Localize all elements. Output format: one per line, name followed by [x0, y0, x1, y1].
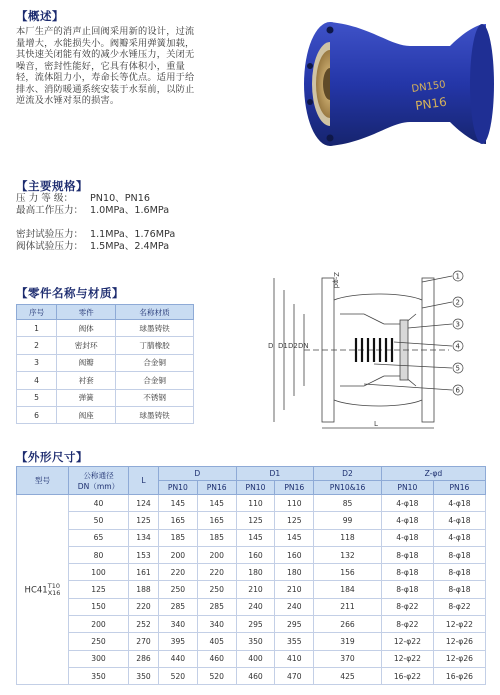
dims-cell: 250 — [69, 633, 129, 650]
dims-header-model: 型号 — [17, 467, 69, 495]
dims-cell: 134 — [129, 529, 159, 546]
callout-1: 1 — [455, 272, 460, 281]
dims-cell: 220 — [159, 564, 198, 581]
dims-cell: 520 — [159, 667, 198, 684]
parts-cell: 弹簧 — [57, 389, 116, 406]
dims-row — [17, 616, 486, 633]
callout-5: 5 — [455, 364, 460, 373]
dims-cell: 460 — [197, 650, 236, 667]
dims-row — [17, 546, 486, 563]
dims-cell: 12-φ22 — [433, 616, 485, 633]
dims-header-D: D — [159, 467, 237, 481]
dims-cell: 125 — [275, 512, 314, 529]
parts-cell: 阀瓣 — [57, 354, 116, 371]
parts-row — [17, 320, 194, 337]
dims-cell: 185 — [159, 529, 198, 546]
dims-cell: 12-φ22 — [381, 650, 433, 667]
parts-cell: 阀体 — [57, 320, 116, 337]
specs-title: 【主要规格】 — [16, 179, 88, 193]
valve-photo — [300, 6, 496, 158]
dims-cell: 4-φ18 — [433, 529, 485, 546]
dims-cell: 350 — [236, 633, 275, 650]
dims-cell: 400 — [236, 650, 275, 667]
dims-cell: 110 — [236, 495, 275, 512]
dims-cell: 520 — [197, 667, 236, 684]
dims-row — [17, 495, 486, 512]
parts-row — [17, 354, 194, 371]
dims-cell: 12-φ22 — [381, 633, 433, 650]
spec-row: 密封试验压力： 1.1MPa、1.76MPa — [16, 229, 176, 240]
specs-block — [16, 193, 175, 253]
dims-cell: 340 — [197, 616, 236, 633]
dims-cell: 300 — [69, 650, 129, 667]
dims-table — [16, 466, 486, 685]
dims-cell: 200 — [159, 546, 198, 563]
dims-cell: 4-φ18 — [381, 495, 433, 512]
parts-cell: 4 — [17, 372, 57, 389]
dims-cell: 8-φ22 — [433, 598, 485, 615]
parts-cell: 不锈钢 — [116, 389, 194, 406]
dims-cell: 8-φ18 — [381, 564, 433, 581]
dims-cell: 156 — [314, 564, 382, 581]
dims-cell: 165 — [159, 512, 198, 529]
dims-header-L: L — [129, 467, 159, 495]
parts-cell: 球墨铸铁 — [116, 406, 194, 423]
dims-cell: 425 — [314, 667, 382, 684]
valve-plate-line1: DN150 — [410, 79, 447, 95]
dims-cell: 153 — [129, 546, 159, 563]
dims-cell: 145 — [236, 529, 275, 546]
parts-cell: 5 — [17, 389, 57, 406]
dims-cell: 286 — [129, 650, 159, 667]
parts-row — [17, 389, 194, 406]
dims-cell: 8-φ18 — [433, 546, 485, 563]
parts-cell: 1 — [17, 320, 57, 337]
dims-cell: 184 — [314, 581, 382, 598]
dims-row — [17, 581, 486, 598]
dims-cell: 145 — [197, 495, 236, 512]
dims-cell: 180 — [236, 564, 275, 581]
dims-cell: 160 — [275, 546, 314, 563]
dim-label-D: D — [268, 342, 274, 350]
dims-sub-pn10: PN10 — [159, 481, 198, 495]
parts-table — [16, 304, 194, 424]
parts-row — [17, 406, 194, 423]
dims-cell: 250 — [197, 581, 236, 598]
dims-cell: 285 — [159, 598, 198, 615]
dims-cell: 340 — [159, 616, 198, 633]
dims-cell: 161 — [129, 564, 159, 581]
dim-label-D1: D1 — [278, 342, 288, 350]
dims-cell: 50 — [69, 512, 129, 529]
dims-cell: 8-φ18 — [381, 546, 433, 563]
dims-row — [17, 564, 486, 581]
dims-cell: 188 — [129, 581, 159, 598]
dim-label-D2: D2 — [288, 342, 298, 350]
dims-cell: 145 — [275, 529, 314, 546]
dims-cell: 4-φ18 — [433, 512, 485, 529]
dims-cell: 350 — [129, 667, 159, 684]
dims-sub-pn10: PN10 — [381, 481, 433, 495]
parts-cell: 球墨铸铁 — [116, 320, 194, 337]
parts-header-part: 零件 — [57, 305, 116, 320]
dims-cell: 295 — [236, 616, 275, 633]
parts-cell: 3 — [17, 354, 57, 371]
dims-cell: 240 — [236, 598, 275, 615]
dims-row — [17, 650, 486, 667]
dims-cell: 295 — [275, 616, 314, 633]
dims-cell: 319 — [314, 633, 382, 650]
dims-cell: 240 — [275, 598, 314, 615]
dims-cell: 8-φ22 — [381, 598, 433, 615]
dims-cell: 99 — [314, 512, 382, 529]
parts-cell: 6 — [17, 406, 57, 423]
parts-cell: 合金铜 — [116, 354, 194, 371]
spec-row: 阀体试验压力： 1.5MPa、2.4MPa — [16, 241, 170, 252]
dims-cell: 440 — [159, 650, 198, 667]
parts-cell: 丁腈橡胶 — [116, 337, 194, 354]
parts-header-material: 名称材质 — [116, 305, 194, 320]
dims-cell: 80 — [69, 546, 129, 563]
dims-cell: 470 — [275, 667, 314, 684]
spec-row: 压 力 等 级： PN10、PN16 — [16, 193, 150, 204]
parts-title: 【零件名称与材质】 — [16, 286, 124, 300]
dim-label-L: L — [374, 420, 378, 428]
dims-cell: 12-φ26 — [433, 650, 485, 667]
dims-cell: 65 — [69, 529, 129, 546]
dims-cell: 85 — [314, 495, 382, 512]
section-drawing — [244, 268, 480, 432]
parts-cell: 衬套 — [57, 372, 116, 389]
dims-cell: 285 — [197, 598, 236, 615]
dims-cell: 12-φ26 — [433, 633, 485, 650]
dims-cell: 132 — [314, 546, 382, 563]
dims-cell: 8-φ22 — [381, 616, 433, 633]
dims-cell: 4-φ18 — [433, 495, 485, 512]
dims-sub-pn10: PN10 — [236, 481, 275, 495]
dim-label-Zd: Z-φd — [332, 272, 340, 289]
parts-cell: 2 — [17, 337, 57, 354]
dims-cell: 270 — [129, 633, 159, 650]
dims-cell: 118 — [314, 529, 382, 546]
dims-cell: 180 — [275, 564, 314, 581]
dims-cell: 4-φ18 — [381, 512, 433, 529]
dims-cell: 355 — [275, 633, 314, 650]
dims-cell: 410 — [275, 650, 314, 667]
dims-cell: 125 — [129, 512, 159, 529]
dims-cell: 40 — [69, 495, 129, 512]
dims-cell: 211 — [314, 598, 382, 615]
callout-2: 2 — [455, 298, 460, 307]
dims-cell: 395 — [159, 633, 198, 650]
dims-cell: 252 — [129, 616, 159, 633]
dims-row — [17, 667, 486, 684]
dims-cell: 150 — [69, 598, 129, 615]
dims-cell: 125 — [69, 581, 129, 598]
dims-cell: 160 — [236, 546, 275, 563]
dims-cell: 370 — [314, 650, 382, 667]
parts-header-no: 序号 — [17, 305, 57, 320]
dims-cell: 165 — [197, 512, 236, 529]
dims-header-D2: D2 — [314, 467, 382, 481]
dims-cell: 460 — [236, 667, 275, 684]
dims-title: 【外形尺寸】 — [16, 450, 88, 464]
dims-cell: 8-φ18 — [433, 581, 485, 598]
dims-cell: 110 — [275, 495, 314, 512]
dims-cell: 185 — [197, 529, 236, 546]
dims-cell: 125 — [236, 512, 275, 529]
valve-plate-line2: PN16 — [414, 94, 448, 113]
dim-label-DN: DN — [298, 342, 309, 350]
dims-cell: 266 — [314, 616, 382, 633]
callout-4: 4 — [455, 342, 460, 351]
dims-sub-pn16: PN16 — [433, 481, 485, 495]
dims-sub-pn16: PN16 — [197, 481, 236, 495]
dims-header-dn: 公称通径 DN（mm） — [69, 467, 129, 495]
dims-sub-pn16: PN16 — [275, 481, 314, 495]
dims-cell: 100 — [69, 564, 129, 581]
dims-cell: 145 — [159, 495, 198, 512]
dims-row — [17, 529, 486, 546]
dims-header-D1: D1 — [236, 467, 314, 481]
dims-cell: 405 — [197, 633, 236, 650]
dims-cell: 16-φ22 — [381, 667, 433, 684]
dims-cell: 210 — [275, 581, 314, 598]
dims-cell: 4-φ18 — [381, 529, 433, 546]
parts-cell: 密封环 — [57, 337, 116, 354]
parts-row — [17, 372, 194, 389]
dims-row — [17, 633, 486, 650]
dims-cell: 16-φ26 — [433, 667, 485, 684]
dims-cell: 250 — [159, 581, 198, 598]
dims-cell: 200 — [69, 616, 129, 633]
dims-row — [17, 598, 486, 615]
parts-cell: 合金铜 — [116, 372, 194, 389]
dims-cell: 350 — [69, 667, 129, 684]
model-cell: HC41T10 X16 — [17, 495, 69, 685]
overview-title: 【概述】 — [16, 9, 64, 23]
dims-cell: 220 — [129, 598, 159, 615]
dims-cell: 210 — [236, 581, 275, 598]
dims-cell: 220 — [197, 564, 236, 581]
callout-3: 3 — [455, 320, 460, 329]
dims-cell: 200 — [197, 546, 236, 563]
dims-cell: 8-φ18 — [433, 564, 485, 581]
overview-text: 本厂生产的消声止回阀采用新的设计，过流量增大，水能损失小。阀瓣采用弹簧加载，其快速关闭能有效的减少水锤压力，关闭无噪音，密封性能好，它具有体积小，重量轻，流体阻力小，寿命长等优点。适用于给排水、消防暖通系统安装于水泵前，以防止逆流及水锤对泵的损害。 — [16, 26, 195, 106]
dims-sub-pn1016: PN10&16 — [314, 481, 382, 495]
dims-cell: 124 — [129, 495, 159, 512]
dims-cell: 8-φ18 — [381, 581, 433, 598]
dims-row — [17, 512, 486, 529]
parts-cell: 阀座 — [57, 406, 116, 423]
spec-row: 最高工作压力： 1.0MPa、1.6MPa — [16, 205, 170, 216]
callout-6: 6 — [455, 386, 460, 395]
parts-row — [17, 337, 194, 354]
dims-header-Zd: Z-φd — [381, 467, 485, 481]
